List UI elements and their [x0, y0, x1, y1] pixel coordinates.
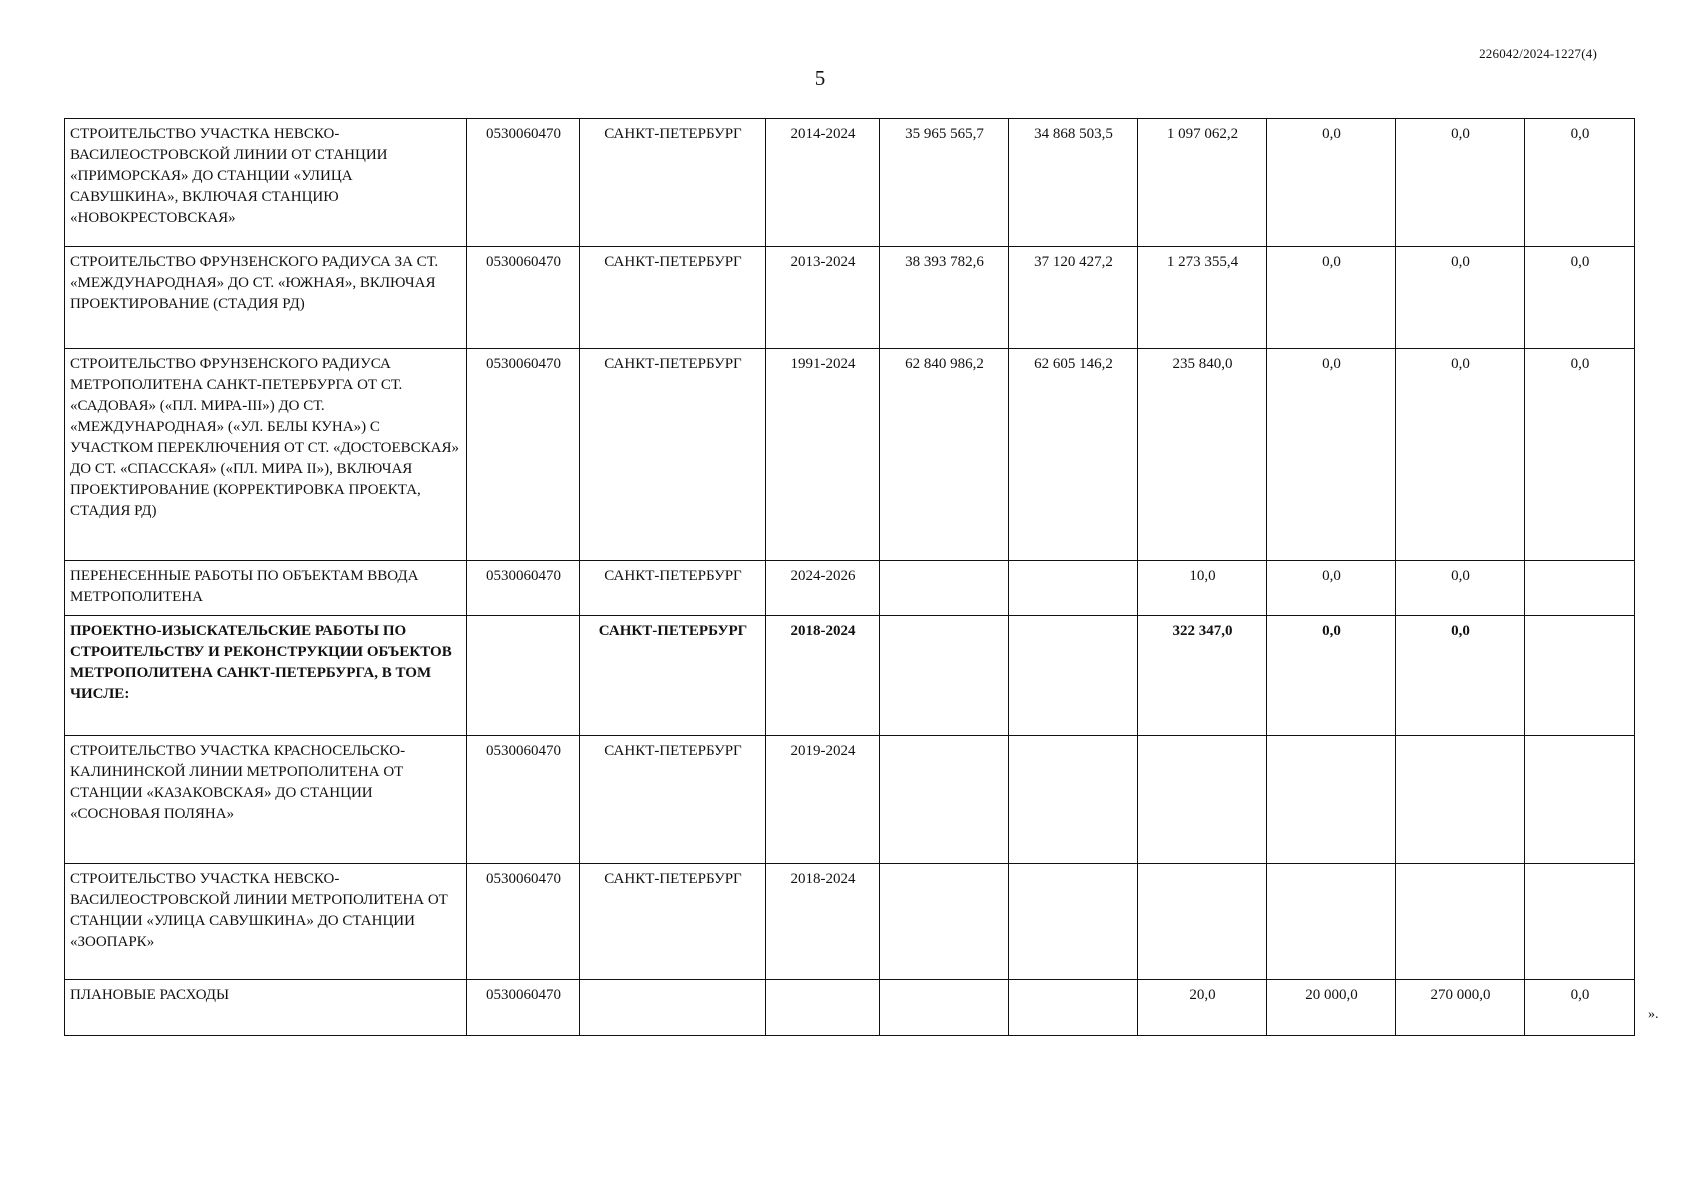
period-cell: 2014-2024	[766, 119, 880, 247]
value-cell: 235 840,0	[1138, 349, 1267, 561]
value-cell: 0,0	[1267, 561, 1396, 616]
value-cell	[880, 561, 1009, 616]
period-cell: 2013-2024	[766, 247, 880, 349]
object-name-cell: СТРОИТЕЛЬСТВО УЧАСТКА КРАСНОСЕЛЬСКО-КАЛИНИНСКОЙ ЛИНИИ МЕТРОПОЛИТЕНА ОТ СТАНЦИИ «КАЗАКОВСКАЯ» ДО СТАНЦИИ «СОСНОВАЯ ПОЛЯНА»	[65, 736, 467, 864]
object-name-cell: СТРОИТЕЛЬСТВО ФРУНЗЕНСКОГО РАДИУСА МЕТРОПОЛИТЕНА САНКТ-ПЕТЕРБУРГА ОТ СТ. «САДОВАЯ» («ПЛ. МИРА-III») ДО СТ. «МЕЖДУНАРОДНАЯ» («УЛ. БЕЛЫ КУНА») С УЧАСТКОМ ПЕРЕКЛЮЧЕНИЯ ОТ СТ. «ДОСТОЕВСКАЯ» ДО СТ. «СПАССКАЯ» («ПЛ. МИРА II»), ВКЛЮЧАЯ ПРОЕКТИРОВАНИЕ (КОРРЕКТИРОВКА ПРОЕКТА, СТАДИЯ РД)	[65, 349, 467, 561]
value-cell: 322 347,0	[1138, 616, 1267, 736]
value-cell	[1525, 864, 1635, 980]
value-cell: 0,0	[1267, 247, 1396, 349]
region-cell: САНКТ-ПЕТЕРБУРГ	[580, 864, 766, 980]
value-cell: 0,0	[1525, 247, 1635, 349]
budget-code-cell: 0530060470	[467, 119, 580, 247]
value-cell: 62 840 986,2	[880, 349, 1009, 561]
period-cell: 2019-2024	[766, 736, 880, 864]
value-cell	[1525, 616, 1635, 736]
budget-code-cell: 0530060470	[467, 349, 580, 561]
region-cell: САНКТ-ПЕТЕРБУРГ	[580, 561, 766, 616]
value-cell	[880, 616, 1009, 736]
page-number: 5	[814, 66, 826, 90]
value-cell: 38 393 782,6	[880, 247, 1009, 349]
value-cell	[1009, 616, 1138, 736]
period-cell: 2024-2026	[766, 561, 880, 616]
value-cell: 0,0	[1267, 349, 1396, 561]
value-cell	[1267, 864, 1396, 980]
value-cell	[1009, 980, 1138, 1036]
table-row	[65, 561, 1635, 616]
budget-code-cell: 0530060470	[467, 561, 580, 616]
value-cell: 62 605 146,2	[1009, 349, 1138, 561]
value-cell: 270 000,0	[1396, 980, 1525, 1036]
object-name-cell: ПЛАНОВЫЕ РАСХОДЫ	[65, 980, 467, 1036]
value-cell: 10,0	[1138, 561, 1267, 616]
closing-quote-mark: ».	[1648, 1007, 1659, 1022]
region-cell: САНКТ-ПЕТЕРБУРГ	[580, 736, 766, 864]
period-cell: 2018-2024	[766, 864, 880, 980]
value-cell: 20,0	[1138, 980, 1267, 1036]
value-cell: 0,0	[1396, 616, 1525, 736]
table-row	[65, 864, 1635, 980]
table-row	[65, 980, 1635, 1036]
budget-code-cell: 0530060470	[467, 736, 580, 864]
value-cell: 1 273 355,4	[1138, 247, 1267, 349]
value-cell	[1138, 864, 1267, 980]
value-cell: 37 120 427,2	[1009, 247, 1138, 349]
table-row	[65, 349, 1635, 561]
table-row	[65, 736, 1635, 864]
value-cell	[1525, 561, 1635, 616]
value-cell	[880, 736, 1009, 864]
table-row	[65, 616, 1635, 736]
value-cell: 35 965 565,7	[880, 119, 1009, 247]
object-name-cell: СТРОИТЕЛЬСТВО ФРУНЗЕНСКОГО РАДИУСА ЗА СТ. «МЕЖДУНАРОДНАЯ» ДО СТ. «ЮЖНАЯ», ВКЛЮЧАЯ ПРОЕКТИРОВАНИЕ (СТАДИЯ РД)	[65, 247, 467, 349]
value-cell	[1267, 736, 1396, 864]
value-cell	[880, 864, 1009, 980]
value-cell	[1009, 561, 1138, 616]
region-cell: САНКТ-ПЕТЕРБУРГ	[580, 119, 766, 247]
budget-code-cell: 0530060470	[467, 980, 580, 1036]
table-row	[65, 119, 1635, 247]
period-cell: 2018-2024	[766, 616, 880, 736]
value-cell: 0,0	[1396, 119, 1525, 247]
object-name-cell: ПЕРЕНЕСЕННЫЕ РАБОТЫ ПО ОБЪЕКТАМ ВВОДА МЕТРОПОЛИТЕНА	[65, 561, 467, 616]
period-cell: 1991-2024	[766, 349, 880, 561]
value-cell: 0,0	[1525, 980, 1635, 1036]
value-cell: 20 000,0	[1267, 980, 1396, 1036]
value-cell	[1138, 736, 1267, 864]
value-cell: 0,0	[1396, 349, 1525, 561]
value-cell: 0,0	[1525, 349, 1635, 561]
value-cell	[1396, 864, 1525, 980]
value-cell	[1009, 736, 1138, 864]
value-cell	[1525, 736, 1635, 864]
budget-table	[64, 118, 1635, 1036]
value-cell	[880, 980, 1009, 1036]
object-name-cell: СТРОИТЕЛЬСТВО УЧАСТКА НЕВСКО-ВАСИЛЕОСТРОВСКОЙ ЛИНИИ ОТ СТАНЦИИ «ПРИМОРСКАЯ» ДО СТАНЦИИ «УЛИЦА САВУШКИНА», ВКЛЮЧАЯ СТАНЦИЮ «НОВОКРЕСТОВСКАЯ»	[65, 119, 467, 247]
budget-code-cell: 0530060470	[467, 247, 580, 349]
value-cell: 0,0	[1396, 561, 1525, 616]
table-row	[65, 247, 1635, 349]
value-cell	[1396, 736, 1525, 864]
object-name-cell: ПРОЕКТНО-ИЗЫСКАТЕЛЬСКИЕ РАБОТЫ ПО СТРОИТЕЛЬСТВУ И РЕКОНСТРУКЦИИ ОБЪЕКТОВ МЕТРОПОЛИТЕНА САНКТ-ПЕТЕРБУРГА, В ТОМ ЧИСЛЕ:	[65, 616, 467, 736]
period-cell	[766, 980, 880, 1036]
value-cell: 34 868 503,5	[1009, 119, 1138, 247]
region-cell: САНКТ-ПЕТЕРБУРГ	[580, 349, 766, 561]
document-reference-number: 226042/2024-1227(4)	[1479, 46, 1597, 61]
value-cell: 1 097 062,2	[1138, 119, 1267, 247]
value-cell: 0,0	[1267, 616, 1396, 736]
region-cell	[580, 980, 766, 1036]
region-cell: САНКТ-ПЕТЕРБУРГ	[580, 616, 766, 736]
budget-code-cell: 0530060470	[467, 864, 580, 980]
value-cell	[1009, 864, 1138, 980]
value-cell: 0,0	[1396, 247, 1525, 349]
object-name-cell: СТРОИТЕЛЬСТВО УЧАСТКА НЕВСКО-ВАСИЛЕОСТРОВСКОЙ ЛИНИИ МЕТРОПОЛИТЕНА ОТ СТАНЦИИ «УЛИЦА САВУШКИНА» ДО СТАНЦИИ «ЗООПАРК»	[65, 864, 467, 980]
region-cell: САНКТ-ПЕТЕРБУРГ	[580, 247, 766, 349]
budget-code-cell	[467, 616, 580, 736]
value-cell: 0,0	[1267, 119, 1396, 247]
value-cell: 0,0	[1525, 119, 1635, 247]
